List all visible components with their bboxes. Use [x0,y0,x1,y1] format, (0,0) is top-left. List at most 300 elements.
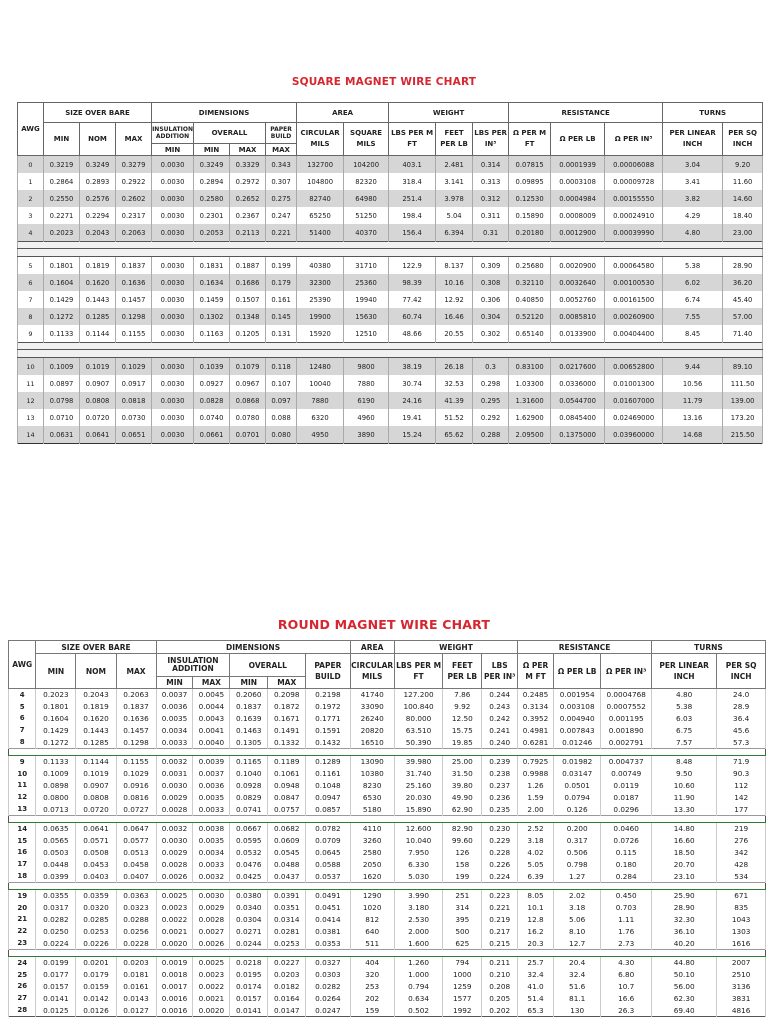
table-cell: 0.0282 [36,914,76,926]
table-cell: 0.0147 [268,1004,306,1016]
table-cell: 19.41 [389,409,436,426]
table-cell: 0.0032 [156,755,193,767]
table-cell: 0.0030 [156,835,193,847]
table-cell: 11.90 [652,791,717,803]
table-cell: 0.3219 [44,156,80,174]
table-cell: 98.39 [389,274,436,291]
table-cell: 395 [443,914,482,926]
table-cell: 0.3 [473,358,509,376]
table-cell: 0.0928 [230,780,268,792]
table-cell: 9800 [344,358,389,376]
round-header-lbs-per-in3: LBS PER IN³ [482,654,518,689]
table-cell: 8.137 [436,257,473,275]
table-cell: 156.4 [389,224,436,242]
table-cell: 835 [717,902,766,914]
table-cell: 0.0355 [36,889,76,901]
table-cell: 0.236 [482,791,518,803]
table-cell: 0.1029 [116,358,152,376]
row-spacer [9,815,766,822]
table-cell: 0.634 [394,992,442,1004]
table-cell: 0.1205 [230,325,266,343]
table-cell: 36.20 [723,274,763,291]
round-header-min: MIN [36,654,76,689]
table-cell: 0.00009728 [605,173,663,190]
table-cell: 40370 [344,224,389,242]
table-cell: 10.56 [663,375,723,392]
awg-cell: 19 [9,889,36,901]
table-cell: 0.20180 [509,224,551,242]
table-cell: 32.4 [553,969,600,981]
round-header-ohm-per-in3: Ω PER IN³ [601,654,652,689]
table-cell: 0.2271 [44,207,80,224]
table-row [18,173,763,190]
round-header-area: AREA [350,641,394,654]
table-cell: 0.0414 [306,914,350,926]
table-row [9,689,766,701]
table-cell: 28.90 [652,902,717,914]
table-cell: 0.0253 [76,925,116,937]
table-cell: 4.80 [663,224,723,242]
table-row [18,207,763,224]
table-cell: 6190 [344,392,389,409]
table-cell: 0.0001939 [551,156,605,174]
table-cell: 0.1507 [230,291,266,308]
table-cell: 0.0726 [601,835,652,847]
table-cell: 31710 [344,257,389,275]
table-cell: 0.4981 [518,724,554,736]
table-cell: 0.0713 [36,803,76,815]
table-cell: 0.0917 [116,375,152,392]
awg-cell: 3 [18,207,44,224]
table-cell: 5.04 [436,207,473,224]
table-cell: 177 [717,803,766,815]
header-overall-min: MIN [194,144,230,156]
round-header-overall-max: MAX [268,677,306,689]
table-cell: 1.03300 [509,375,551,392]
table-cell: 10.60 [652,780,717,792]
table-cell: 0.0545 [268,847,306,859]
awg-cell: 8 [9,736,36,748]
round-chart-title: ROUND MAGNET WIRE CHART [277,617,491,632]
table-cell: 0.2317 [116,207,152,224]
table-cell: 28.90 [723,257,763,275]
table-cell: 71.40 [723,325,763,343]
table-cell: 19940 [344,291,389,308]
table-cell: 2.09500 [509,426,551,444]
square-table-body [18,156,763,444]
table-cell: 0.211 [482,956,518,968]
table-cell: 18.50 [652,847,717,859]
table-cell: 33090 [350,701,394,713]
round-header-size-over-bare: SIZE OVER BARE [36,641,156,654]
table-row [9,847,766,859]
table-cell: 0.0012900 [551,224,605,242]
awg-cell: 1 [18,173,44,190]
table-cell: 0.0247 [306,1004,350,1016]
table-row [9,755,766,767]
round-header-ohm-per-m-ft: Ω PER M FT [518,654,554,689]
table-cell: 0.0244 [230,937,268,949]
table-cell: 4110 [350,822,394,834]
table-cell: 16.6 [601,992,652,1004]
header-turns: TURNS [663,103,763,123]
table-cell: 0.2485 [518,689,554,701]
header-weight: WEIGHT [389,103,509,123]
table-cell: 0.1634 [194,274,230,291]
table-cell: 0.0710 [44,409,80,426]
table-cell: 0.0159 [76,981,116,993]
table-cell: 2.02 [553,889,600,901]
table-cell: 4.30 [601,956,652,968]
table-cell: 0.0845400 [551,409,605,426]
table-cell: 0.208 [482,981,518,993]
table-cell: 36.10 [652,925,717,937]
table-cell: 0.3249 [194,156,230,174]
table-row [9,768,766,780]
table-cell: 1.26 [518,780,554,792]
table-cell: 0.161 [266,291,297,308]
table-cell: 0.2063 [116,689,156,701]
table-cell: 0.0380 [230,889,268,901]
table-cell: 0.221 [266,224,297,242]
table-cell: 0.798 [553,858,600,870]
table-cell: 1.600 [394,937,442,949]
table-row [18,426,763,444]
table-cell: 0.0800 [36,791,76,803]
table-cell: 0.0019 [156,956,193,968]
table-cell: 0.0018 [156,969,193,981]
table-cell: 10.1 [518,902,554,914]
table-cell: 8.45 [663,325,723,343]
awg-cell: 9 [9,755,36,767]
table-cell: 7.57 [652,736,717,748]
table-cell: 5.030 [394,870,442,882]
table-cell: 0.215 [482,937,518,949]
header-nom: NOM [80,123,116,156]
table-cell: 0.0460 [601,822,652,834]
table-cell: 82320 [344,173,389,190]
awg-cell: 2 [18,190,44,207]
table-row [9,937,766,949]
table-cell: 0.0039 [193,755,230,767]
row-spacer [9,882,766,889]
table-cell: 0.0720 [80,409,116,426]
table-row [18,308,763,325]
table-cell: 0.1272 [44,308,80,325]
table-cell: 7880 [297,392,344,409]
table-cell: 158 [443,858,482,870]
table-cell: 10.040 [394,835,442,847]
table-row [9,736,766,748]
table-cell: 0.292 [473,409,509,426]
table-cell: 15920 [297,325,344,343]
table-cell: 41740 [350,689,394,701]
table-cell: 0.83100 [509,358,551,376]
table-cell: 0.210 [482,969,518,981]
table-cell: 0.007843 [553,724,600,736]
round-header-resistance: RESISTANCE [518,641,652,654]
awg-cell: 21 [9,914,36,926]
table-cell: 0.0224 [36,937,76,949]
table-cell: 0.0030 [152,375,194,392]
awg-cell: 5 [9,701,36,713]
table-cell: 0.6281 [518,736,554,748]
table-cell: 0.1819 [76,701,116,713]
table-cell: 0.0651 [116,426,152,444]
table-cell: 63.510 [394,724,442,736]
awg-cell: 11 [9,780,36,792]
table-cell: 0.506 [553,847,600,859]
table-cell: 2.000 [394,925,442,937]
table-cell: 0.1771 [306,713,350,725]
table-cell: 0.0897 [44,375,80,392]
table-cell: 0.0043 [193,713,230,725]
table-cell: 0.1801 [36,701,76,713]
table-cell: 0.0577 [116,835,156,847]
table-cell: 0.1620 [76,713,116,725]
table-cell: 0.502 [394,1004,442,1016]
table-cell: 132700 [297,156,344,174]
table-cell: 0.1298 [116,736,156,748]
table-cell: 0.202 [482,1004,518,1016]
table-cell: 25.160 [394,780,442,792]
table-cell: 8.48 [652,755,717,767]
table-cell: 51250 [344,207,389,224]
table-cell: 0.0021 [156,925,193,937]
table-cell: 0.0035 [156,713,193,725]
table-cell: 65.3 [518,1004,554,1016]
table-cell: 0.1302 [194,308,230,325]
table-cell: 0.0033 [193,858,230,870]
table-cell: 0.1604 [44,274,80,291]
table-cell: 65250 [297,207,344,224]
table-cell: 15.890 [394,803,442,815]
table-cell: 16.60 [652,835,717,847]
table-cell: 0.15890 [509,207,551,224]
table-cell: 0.0476 [230,858,268,870]
table-cell: 9.44 [663,358,723,376]
table-cell: 671 [717,889,766,901]
table-cell: 0.1459 [194,291,230,308]
table-cell: 0.1591 [306,724,350,736]
table-cell: 0.0282 [306,981,350,993]
table-cell: 0.0635 [36,822,76,834]
table-cell: 0.1491 [268,724,306,736]
table-cell: 0.2893 [80,173,116,190]
table-cell: 0.0296 [601,803,652,815]
table-cell: 0.2198 [306,689,350,701]
table-cell: 0.2602 [116,190,152,207]
table-cell: 7880 [344,375,389,392]
table-cell: 318.4 [389,173,436,190]
table-cell: 20820 [350,724,394,736]
table-cell: 56.00 [652,981,717,993]
table-row [9,791,766,803]
table-cell: 0.0501 [553,780,600,792]
table-cell: 0.1289 [306,755,350,767]
table-cell: 4.29 [663,207,723,224]
table-cell: 0.0757 [268,803,306,815]
table-cell: 0.03960000 [605,426,663,444]
table-cell: 16.2 [518,925,554,937]
table-cell: 0.1819 [80,257,116,275]
table-cell: 0.0030 [152,325,194,343]
table-cell: 0.0351 [268,902,306,914]
table-cell: 0.0161 [116,981,156,993]
table-cell: 0.0034 [193,847,230,859]
table-cell: 0.080 [266,426,297,444]
round-header-ins-min: MIN [156,677,193,689]
table-row [9,925,766,937]
table-cell: 0.1009 [36,768,76,780]
table-cell: 625 [443,937,482,949]
table-cell: 0.1161 [306,768,350,780]
table-cell: 0.7925 [518,755,554,767]
table-cell: 13.30 [652,803,717,815]
table-cell: 1.11 [601,914,652,926]
table-cell: 6.330 [394,858,442,870]
table-cell: 36.4 [717,713,766,725]
awg-cell: 17 [9,858,36,870]
awg-cell: 0 [18,156,44,174]
table-cell: 90.3 [717,768,766,780]
table-cell: 0.0022 [193,981,230,993]
row-spacer [18,249,763,257]
table-cell: 0.12530 [509,190,551,207]
table-cell: 0.131 [266,325,297,343]
table-cell: 10040 [297,375,344,392]
round-header-overall: OVERALL [230,654,306,677]
table-cell: 0.0143 [116,992,156,1004]
table-cell: 0.0285 [76,914,116,926]
table-cell: 0.0857 [306,803,350,815]
table-cell: 0.0391 [268,889,306,901]
table-cell: 0.2972 [230,173,266,190]
table-row [9,835,766,847]
table-cell: 0.0032 [193,870,230,882]
table-cell: 0.0030 [152,224,194,242]
round-header-weight: WEIGHT [394,641,517,654]
table-cell: 0.0947 [306,791,350,803]
table-cell: 3.180 [394,902,442,914]
header-lbs-per-in3: LBS PER IN³ [473,123,509,156]
table-cell: 0.0407 [116,870,156,882]
table-cell: 0.450 [601,889,652,901]
table-cell: 0.308 [473,274,509,291]
table-cell: 0.241 [482,724,518,736]
table-cell: 0.0030 [152,274,194,291]
table-cell: 7.55 [663,308,723,325]
table-cell: 0.1639 [230,713,268,725]
table-cell: 0.0177 [36,969,76,981]
table-cell: 4950 [297,426,344,444]
header-overall-max: MAX [230,144,266,156]
table-cell: 276 [717,835,766,847]
table-cell: 11.79 [663,392,723,409]
table-cell: 251.4 [389,190,436,207]
table-cell: 0.00260900 [605,308,663,325]
table-cell: 12.50 [443,713,482,725]
table-cell: 0.1163 [194,325,230,343]
table-cell: 23.10 [652,870,717,882]
table-cell: 0.1429 [44,291,80,308]
table-cell: 0.1189 [268,755,306,767]
table-cell: 0.0588 [306,858,350,870]
table-cell: 0.145 [266,308,297,325]
table-cell: 0.07815 [509,156,551,174]
table-cell: 0.3952 [518,713,554,725]
header-per-linear-inch: PER LINEAR INCH [663,123,723,156]
table-cell: 0.0036 [156,701,193,713]
table-cell: 0.40850 [509,291,551,308]
table-cell: 0.0085810 [551,308,605,325]
table-cell: 10.16 [436,274,473,291]
table-cell: 0.237 [482,780,518,792]
table-cell: 0.1872 [268,701,306,713]
table-cell: 0.0141 [36,992,76,1004]
table-cell: 0.0217600 [551,358,605,376]
table-cell: 1.000 [394,969,442,981]
table-cell: 0.0808 [80,392,116,409]
table-cell: 25360 [344,274,389,291]
table-cell: 0.0661 [194,426,230,444]
table-row [18,291,763,308]
table-cell: 50.10 [652,969,717,981]
table-row [9,822,766,834]
table-cell: 0.223 [482,889,518,901]
table-cell: 0.313 [473,173,509,190]
table-cell: 0.1801 [44,257,80,275]
table-cell: 0.1019 [80,358,116,376]
table-cell: 0.0127 [116,1004,156,1016]
table-cell: 1.260 [394,956,442,968]
table-cell: 0.0323 [116,902,156,914]
table-cell: 0.0004984 [551,190,605,207]
round-header-lbs-per-m-ft: LBS PER M FT [394,654,442,689]
table-cell: 0.1144 [80,325,116,343]
row-spacer [9,748,766,755]
table-cell: 0.0847 [268,791,306,803]
table-cell: 24.0 [717,689,766,701]
table-cell: 1620 [350,870,394,882]
table-cell: 5.05 [518,858,554,870]
table-cell: 20.70 [652,858,717,870]
table-cell: 0.00024910 [605,207,663,224]
table-cell: 0.126 [553,803,600,815]
table-cell: 0.0503 [36,847,76,859]
table-cell: 6.02 [663,274,723,291]
round-magnet-wire-table [8,640,766,1017]
table-cell: 0.0037 [193,768,230,780]
awg-cell: 16 [9,847,36,859]
table-cell: 0.0631 [44,426,80,444]
table-cell: 0.0327 [306,956,350,968]
table-cell: 0.0709 [306,835,350,847]
table-cell: 0.0179 [76,969,116,981]
table-cell: 0.0033 [193,803,230,815]
awg-cell: 20 [9,902,36,914]
round-header-circular-mils: CIRCULAR MILS [350,654,394,689]
table-cell: 0.0026 [193,937,230,949]
table-cell: 0.0513 [116,847,156,859]
table-cell: 314 [443,902,482,914]
awg-cell: 10 [9,768,36,780]
table-cell: 0.00064580 [605,257,663,275]
table-cell: 0.0025 [156,889,193,901]
table-cell: 0.00006088 [605,156,663,174]
awg-cell: 24 [9,956,36,968]
table-cell: 0.0035 [193,791,230,803]
